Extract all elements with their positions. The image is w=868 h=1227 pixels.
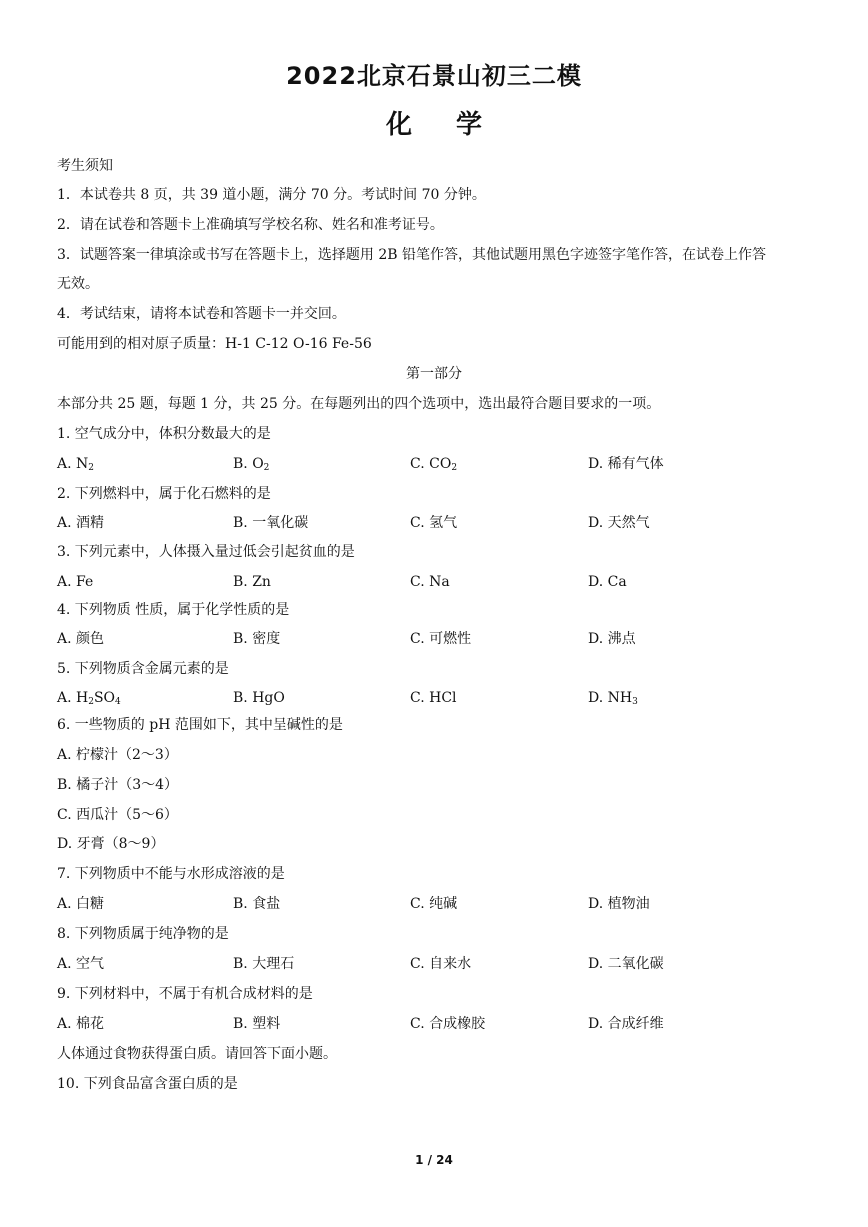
question-9-option-d: D. 合成纤维 [588,1016,664,1032]
question-5-option-a: A. $H_2SO_4$ [57,690,121,707]
instruction-item-1: 1．本试卷共 8 页，共 39 道小题，满分 70 分。考试时间 70 分钟。 [57,187,486,203]
question-5-option-d: D. $NH_3$ [588,690,638,707]
question-5-stem: 5. 下列物质含金属元素的是 [57,661,229,677]
question-1-option-c: C. $CO_2$ [410,456,458,473]
question-6-option-a: A. 柠檬汁（2～3） [57,747,178,763]
atomic-mass-note: 可能用到的相对原子质量：H-1 C-12 O-16 Fe-56 [57,336,372,352]
question-4-stem: 4. 下列物质 性质，属于化学性质的是 [57,602,290,618]
question-5-option-c: C. HCl [410,690,457,706]
question-4-option-b: B. 密度 [233,631,281,647]
instruction-item-4: 4．考试结束，请将本试卷和答题卡一并交回。 [57,306,346,322]
question-group-intro: 人体通过食物获得蛋白质。请回答下面小题。 [57,1046,337,1062]
page-number: 1 / 24 [415,1153,453,1167]
instruction-item-3-line-2: 无效。 [57,276,99,292]
question-7-stem: 7. 下列物质中不能与水形成溶液的是 [57,866,285,882]
question-4-option-a: A. 颜色 [57,631,105,647]
question-3-option-d: D. Ca [588,574,627,590]
question-7-option-b: B. 食盐 [233,896,281,912]
question-2-option-c: C. 氢气 [410,515,458,531]
instructions-heading: 考生须知 [57,158,113,174]
instruction-item-2: 2．请在试卷和答题卡上准确填写学校名称、姓名和准考证号。 [57,217,444,233]
question-2-stem: 2. 下列燃料中，属于化石燃料的是 [57,486,271,502]
question-8-stem: 8. 下列物质属于纯净物的是 [57,926,229,942]
question-8-option-d: D. 二氧化碳 [588,956,664,972]
question-3-option-b: B. Zn [233,574,271,590]
section-intro: 本部分共 25 题，每题 1 分，共 25 分。在每题列出的四个选项中，选出最符合题目要求的一项。 [57,396,661,412]
question-2-option-b: B. 一氧化碳 [233,515,309,531]
question-3-option-a: A. Fe [57,574,94,590]
section-title: 第一部分 [406,366,462,382]
question-3-stem: 3. 下列元素中，人体摄入量过低会引起贫血的是 [57,544,355,560]
question-9-option-a: A. 棉花 [57,1016,105,1032]
question-9-stem: 9. 下列材料中，不属于有机合成材料的是 [57,986,313,1002]
question-4-option-d: D. 沸点 [588,631,636,647]
question-1-option-b: B. $O_2$ [233,456,270,473]
question-6-option-d: D. 牙膏（8～9） [57,836,165,852]
question-6-option-b: B. 橘子汁（3～4） [57,777,179,793]
question-5-option-b: B. HgO [233,690,285,706]
subject-char-1: 化 [385,110,412,140]
question-10-stem: 10. 下列食品富含蛋白质的是 [57,1076,238,1092]
question-7-option-c: C. 纯碱 [410,896,458,912]
question-2-option-d: D. 天然气 [588,515,650,531]
question-9-option-b: B. 塑料 [233,1016,281,1032]
question-7-option-a: A. 白糖 [57,896,105,912]
question-4-option-c: C. 可燃性 [410,631,472,647]
question-6-stem: 6. 一些物质的 pH 范围如下，其中呈碱性的是 [57,717,343,733]
question-2-option-a: A. 酒精 [57,515,105,531]
question-8-option-b: B. 大理石 [233,956,295,972]
question-1-option-d: D. 稀有气体 [588,456,664,472]
question-6-option-c: C. 西瓜汁（5～6） [57,807,178,823]
question-8-option-a: A. 空气 [57,956,105,972]
question-1-option-a: A. $N_2$ [57,456,94,473]
instruction-item-3-line-1: 3．试题答案一律填涂或书写在答题卡上，选择题用 2B 铅笔作答，其他试题用黑色字迹签字笔作答，在试卷上作答 [57,247,766,263]
question-9-option-c: C. 合成橡胶 [410,1016,486,1032]
subject-char-2: 学 [456,110,483,140]
exam-title: 2022北京石景山初三二模 [286,62,582,90]
question-8-option-c: C. 自来水 [410,956,472,972]
question-7-option-d: D. 植物油 [588,896,650,912]
question-3-option-c: C. Na [410,574,450,590]
subject-title [0,104,868,141]
question-1-stem: 1. 空气成分中，体积分数最大的是 [57,426,271,442]
